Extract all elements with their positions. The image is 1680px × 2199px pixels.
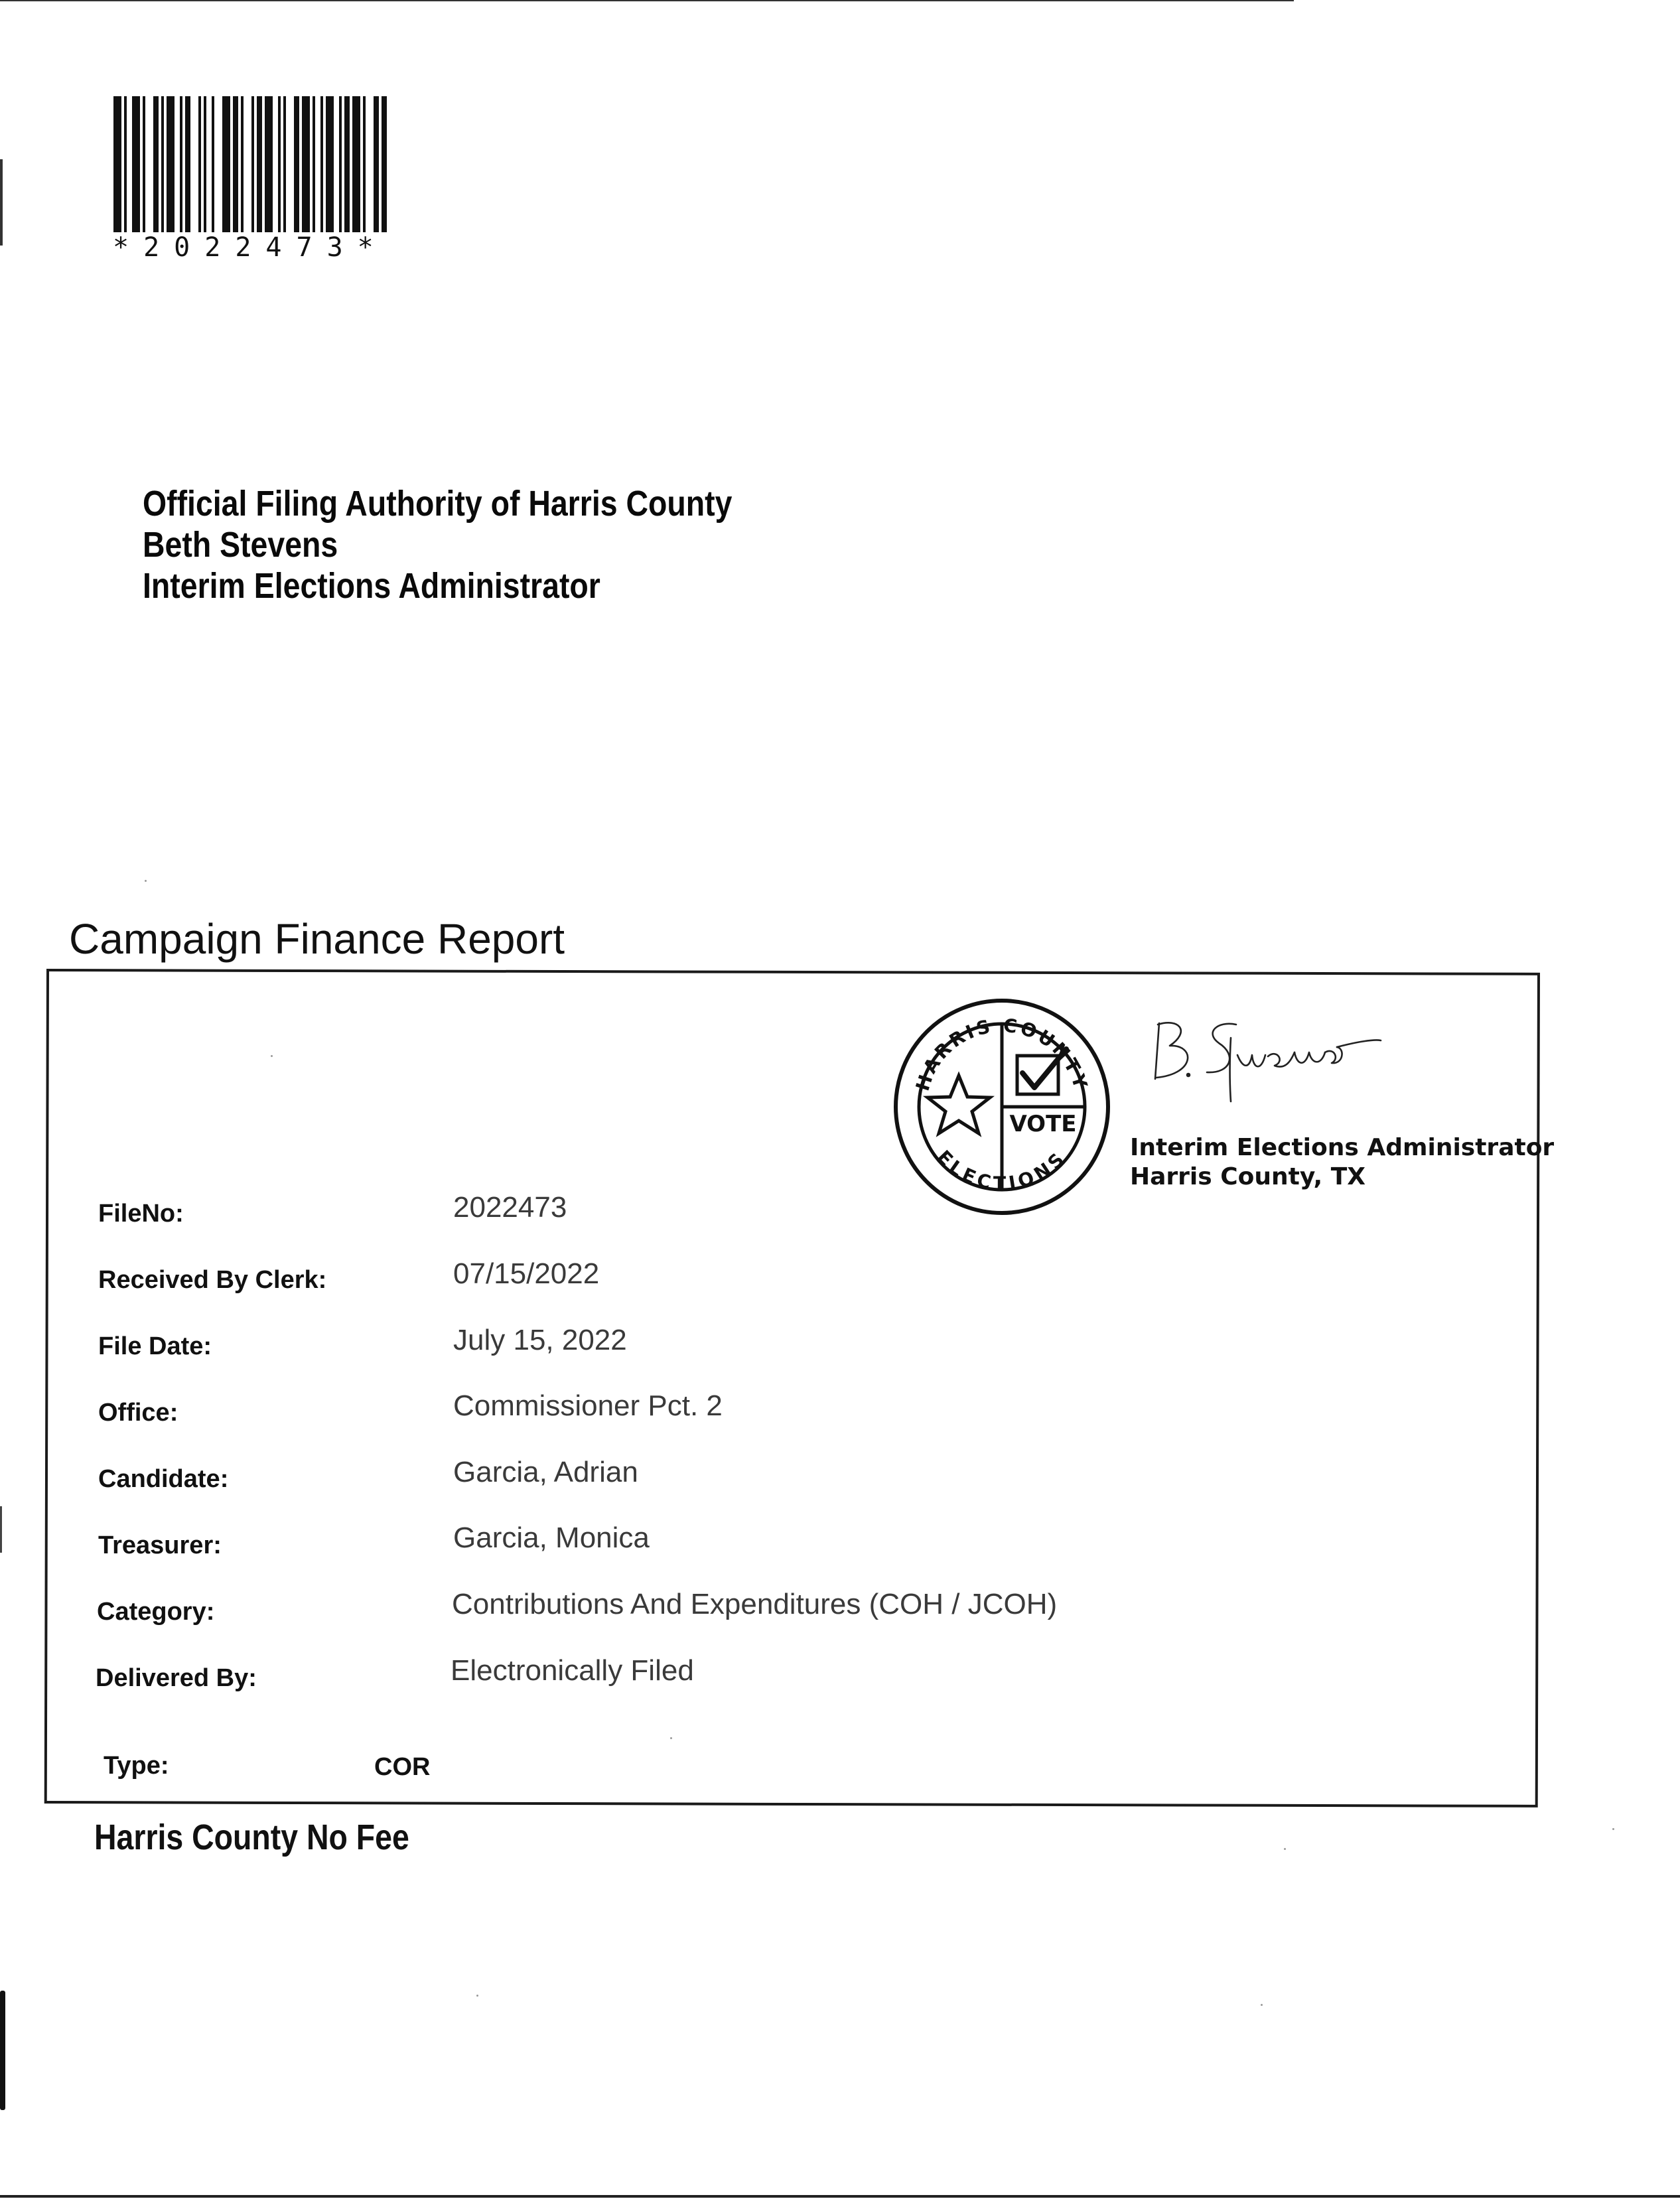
- scan-mark: [0, 159, 3, 246]
- field-label-type: Type:: [104, 1752, 169, 1780]
- scan-edge-bottom: [0, 2195, 1680, 2198]
- harris-county-elections-seal: [892, 997, 1111, 1216]
- field-label-candidate: Candidate:: [98, 1465, 229, 1493]
- authority-line-3: Interim Elections Administrator: [143, 566, 600, 606]
- barcode-number: *2022473*: [113, 232, 388, 263]
- seal-vote-label: VOTE: [1009, 1111, 1077, 1137]
- field-value-candidate: Garcia, Adrian: [453, 1456, 638, 1488]
- field-value-delivered-by: Electronically Filed: [451, 1654, 694, 1687]
- field-label-received-by-clerk: Received By Clerk:: [98, 1266, 327, 1294]
- seal-bottom-text: ELECTIONS: [932, 1146, 1072, 1195]
- scan-speck: [1284, 1848, 1286, 1850]
- authority-line-2: Beth Stevens: [143, 525, 338, 565]
- scan-edge-top: [0, 0, 1294, 1]
- field-value-treasurer: Garcia, Monica: [453, 1522, 650, 1554]
- scan-mark: [0, 1991, 5, 2110]
- field-label-category: Category:: [97, 1598, 215, 1626]
- administrator-title: Interim Elections Administrator: [1130, 1134, 1555, 1161]
- field-label-treasurer: Treasurer:: [98, 1531, 222, 1559]
- field-value-category: Contributions And Expenditures (COH / JCOH): [452, 1588, 1058, 1620]
- field-label-office: Office:: [98, 1399, 178, 1427]
- scan-speck: [1261, 2004, 1263, 2006]
- administrator-caption: [1130, 1133, 1554, 1192]
- scan-mark: [0, 1506, 2, 1553]
- seal-top-text: HARRIS COUNTY: [911, 1014, 1093, 1094]
- scan-speck: [145, 880, 147, 882]
- field-label-delivered-by: Delivered By:: [96, 1664, 257, 1692]
- filing-authority: [143, 483, 732, 606]
- field-label-file-date: File Date:: [98, 1332, 212, 1360]
- field-value-file-date: July 15, 2022: [453, 1324, 627, 1356]
- scan-speck: [476, 1995, 478, 1997]
- report-title: Campaign Finance Report: [69, 915, 565, 963]
- scan-speck: [1612, 1828, 1614, 1830]
- checkbox-icon: [1017, 1049, 1066, 1094]
- fee-note: Harris County No Fee: [94, 1817, 409, 1857]
- field-value-received-by-clerk: 07/15/2022: [453, 1257, 600, 1290]
- barcode: [109, 96, 494, 232]
- administrator-location: Harris County, TX: [1130, 1163, 1366, 1190]
- field-value-office: Commissioner Pct. 2: [453, 1389, 723, 1422]
- field-value-fileno: 2022473: [453, 1191, 567, 1224]
- signature: [1138, 1009, 1390, 1115]
- field-label-fileno: FileNo:: [98, 1200, 184, 1228]
- authority-line-1: Official Filing Authority of Harris County: [143, 484, 733, 524]
- star-icon: [928, 1076, 990, 1133]
- field-value-type: COR: [374, 1753, 431, 1781]
